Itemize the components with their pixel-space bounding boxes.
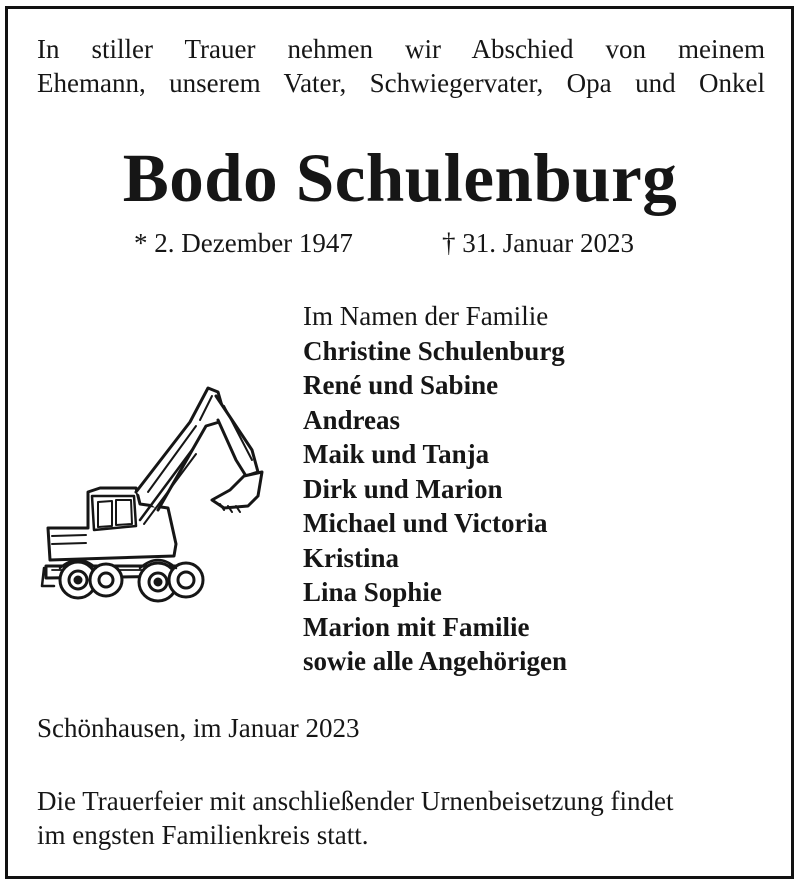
family-member: sowie alle Angehörigen: [303, 646, 567, 676]
family-member: Marion mit Familie: [303, 611, 530, 642]
death-date: † 31. Januar 2023: [442, 228, 634, 258]
family-member: Lina Sophie: [303, 577, 442, 607]
birth-date: * 2. Dezember 1947: [134, 228, 353, 258]
funeral-info: [37, 784, 767, 852]
place-date: Schönhausen, im Januar 2023: [37, 713, 360, 743]
family-member: René und Sabine: [303, 370, 499, 400]
intro-line-1: In stiller Trauer nehmen wir Abschied von meinem: [37, 34, 765, 64]
intro-line-2: Ehemann, unserem Vater, Schwiegervater, Opa und Onkel: [37, 68, 765, 98]
family-list: [303, 299, 567, 679]
intro-text: [37, 32, 765, 100]
deceased-name: Bodo Schulenburg: [122, 140, 678, 216]
family-member: Kristina: [303, 542, 400, 573]
family-member: Maik und Tanja: [303, 439, 490, 469]
funeral-line-1: Die Trauerfeier mit anschließender Urnenbeisetzung findet: [37, 786, 674, 816]
family-intro: Im Namen der Familie: [303, 301, 549, 331]
family-member: Andreas: [303, 404, 401, 435]
family-member: Christine Schulenburg: [303, 335, 565, 366]
excavator-icon: [40, 380, 265, 610]
funeral-line-2: im engsten Familienkreis statt.: [37, 820, 369, 850]
family-member: Dirk und Marion: [303, 473, 503, 504]
family-member: Michael und Victoria: [303, 508, 548, 538]
